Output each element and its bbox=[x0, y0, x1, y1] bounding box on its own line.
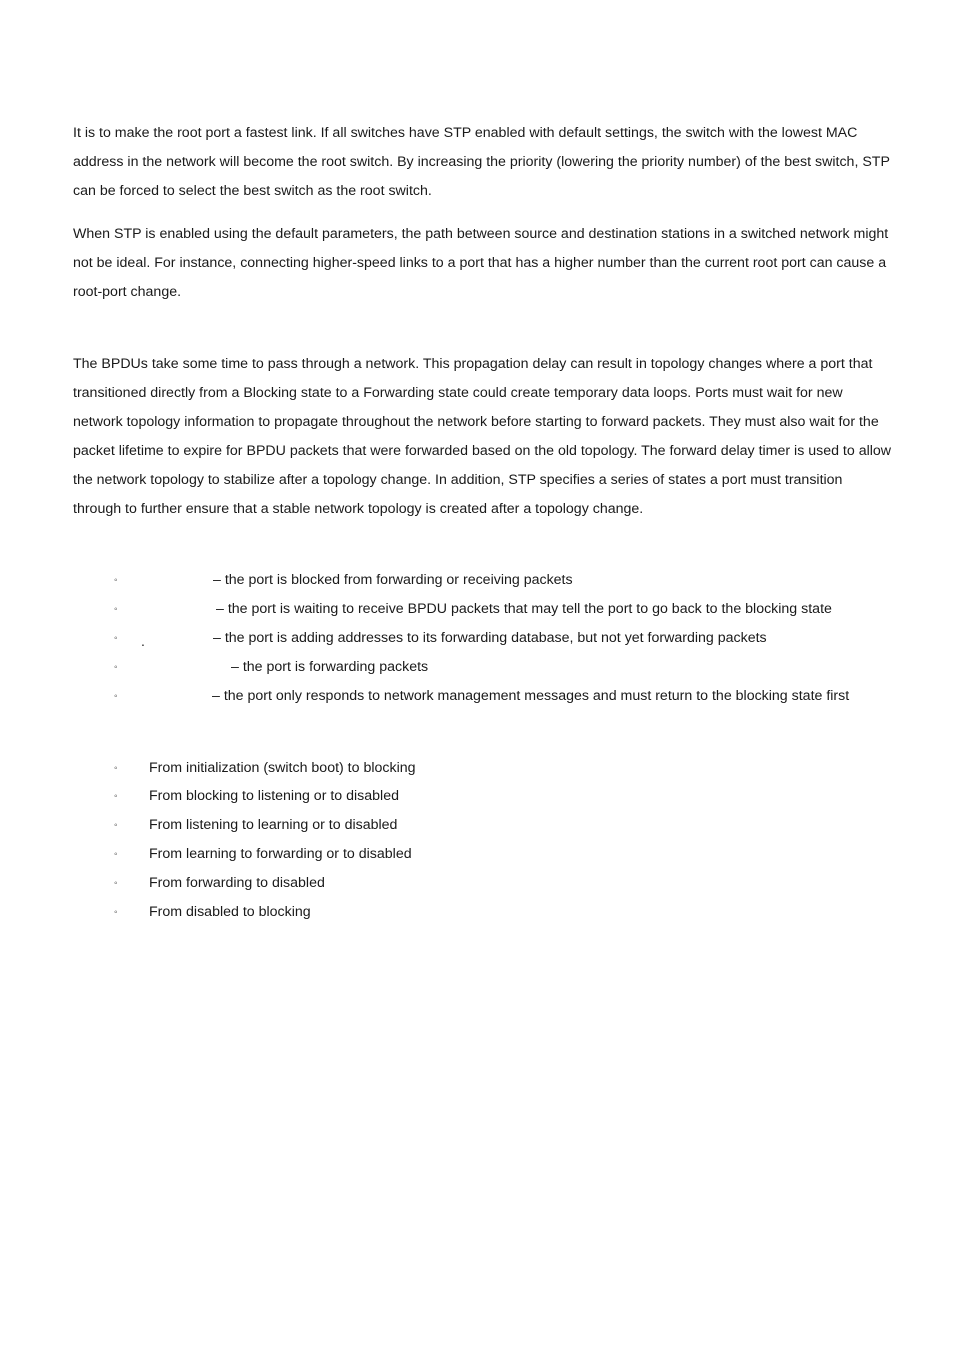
stray-mark: . bbox=[141, 633, 145, 649]
bullet-icon: ◦ bbox=[114, 878, 118, 889]
bullet-icon: ◦ bbox=[114, 575, 118, 586]
bullet-icon: ◦ bbox=[114, 820, 118, 831]
bullet-icon: ◦ bbox=[114, 662, 118, 673]
state-description: – the port only responds to network management messages and must return to the blocking state first bbox=[212, 688, 850, 704]
state-description: – the port is forwarding packets bbox=[231, 659, 429, 675]
transition-text: From blocking to listening or to disabled bbox=[149, 788, 399, 804]
bullet-icon: ◦ bbox=[114, 849, 118, 860]
transition-text: From disabled to blocking bbox=[149, 904, 311, 920]
bullet-icon: ◦ bbox=[114, 763, 118, 774]
paragraph-bpdu-delay: The BPDUs take some time to pass through a network. This propagation delay can result in topology changes where a port that transitioned directly from a Blocking state to a Forwarding state could create temporary data loops. Ports must wait for new network topology information to propagate throughout the network before starting to forward packets. They must also wait for the packet lifetime to expire for BPDU packets that were forwarded based on the old topology. The forward delay timer is used to allow the network topology to stabilize after a topology change. In addition, STP specifies a series of states a port must transition through to further ensure that a stable network topology is created after a topology change. bbox=[73, 356, 892, 517]
transition-text: From initialization (switch boot) to blocking bbox=[149, 760, 416, 776]
state-description: – the port is blocked from forwarding or receiving packets bbox=[213, 572, 573, 588]
transition-text: From listening to learning or to disabled bbox=[149, 817, 398, 833]
paragraph-root-port: It is to make the root port a fastest link. If all switches have STP enabled with default settings, the switch with the lowest MAC address in the network will become the root switch. By increasing the priority (lowering the priority number) of the best switch, STP can be forced to select the best switch as the root switch. bbox=[73, 125, 890, 199]
bullet-icon: ◦ bbox=[114, 691, 118, 702]
bullet-icon: ◦ bbox=[114, 633, 118, 644]
bullet-icon: ◦ bbox=[114, 907, 118, 918]
bullet-icon: ◦ bbox=[114, 604, 118, 615]
state-description: – the port is waiting to receive BPDU packets that may tell the port to go back to the blocking state bbox=[216, 601, 832, 617]
transition-text: From forwarding to disabled bbox=[149, 875, 325, 891]
paragraph-stp-default-path: When STP is enabled using the default parameters, the path between source and destination stations in a switched network might not be ideal. For instance, connecting higher-speed links to a port that has a higher number than the current root port can cause a root-port change. bbox=[73, 226, 889, 300]
bullet-icon: ◦ bbox=[114, 791, 118, 802]
state-description: – the port is adding addresses to its forwarding database, but not yet forwarding packets bbox=[213, 630, 767, 646]
transition-text: From learning to forwarding or to disabled bbox=[149, 846, 412, 862]
